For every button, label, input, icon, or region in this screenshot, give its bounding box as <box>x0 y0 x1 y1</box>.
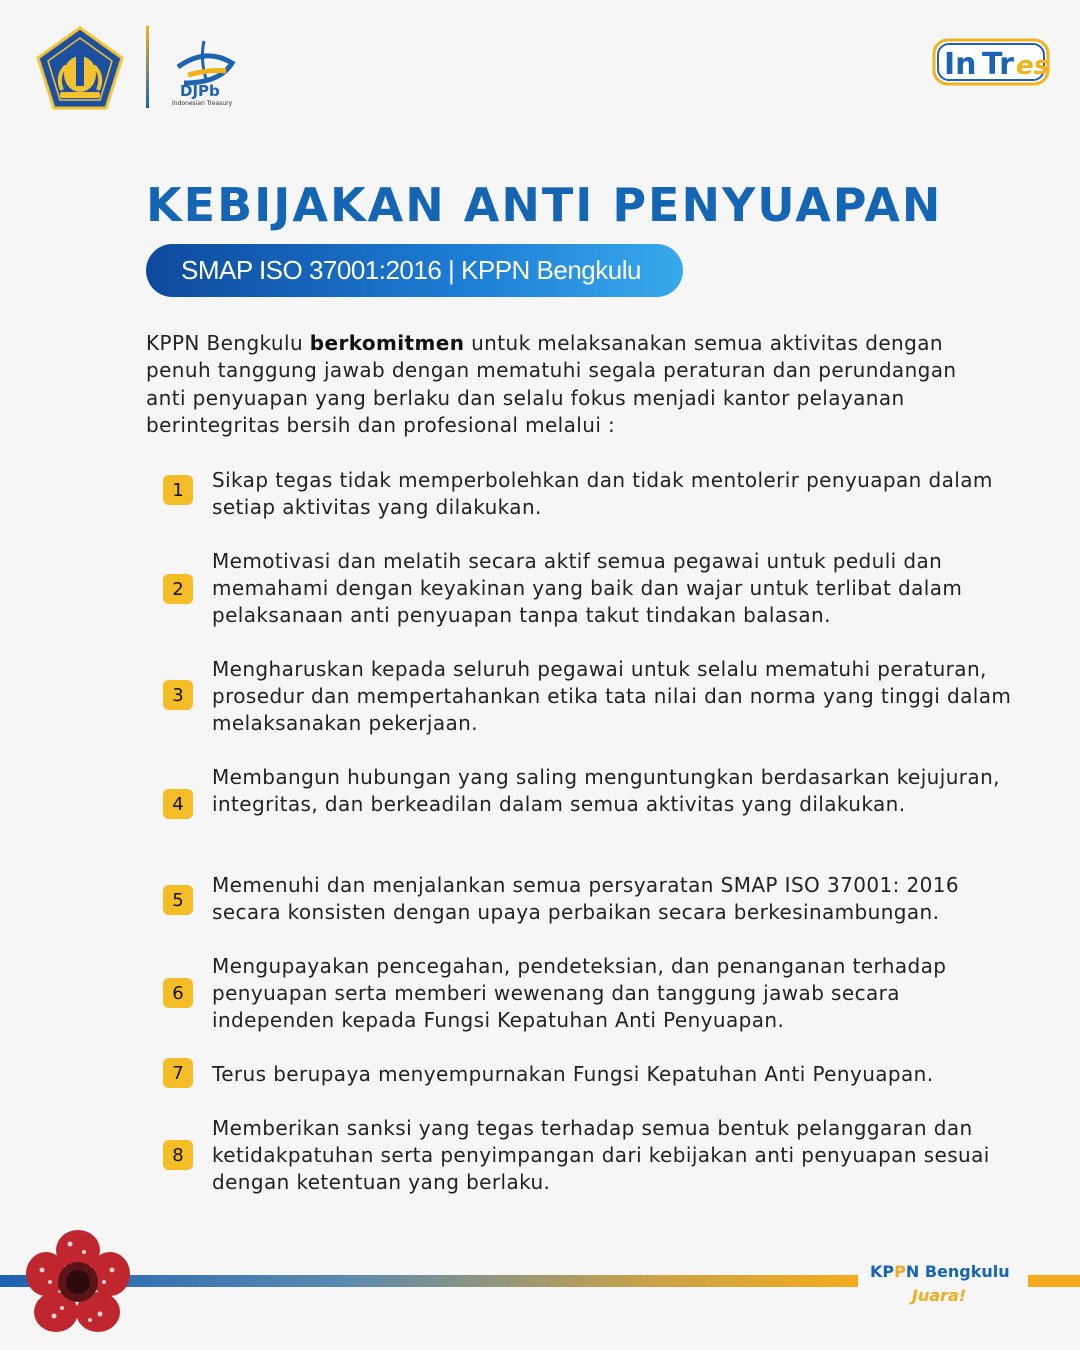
number-badge: 7 <box>163 1058 193 1088</box>
policy-text: Mengupayakan pencegahan, pendeteksian, dan penanganan terhadap penyuapan serta memberi wewenang dan tanggung jawab secara independen kepada Fungsi Kepatuhan Anti Penyuapan. <box>212 954 947 1033</box>
page-title: KEBIJAKAN ANTI PENYUAPAN <box>146 178 943 232</box>
number-badge: 3 <box>163 680 193 710</box>
number-badge: 5 <box>163 885 193 915</box>
intress-logo-icon <box>930 34 1052 90</box>
subtitle-text: SMAP ISO 37001:2016 | KPPN Bengkulu <box>181 255 641 285</box>
kemenkeu-logo-icon <box>36 26 124 110</box>
policy-text: Mengharuskan kepada seluruh pegawai untuk selalu mematuhi peraturan, prosedur dan mempertahankan etika tata nilai dan norma yang tinggi dalam melaksanakan pekerjaan. <box>212 657 1012 736</box>
intro-before: KPPN Bengkulu <box>146 331 310 355</box>
footer-tagline: Juara! <box>912 1286 967 1305</box>
number-badge: 8 <box>163 1140 193 1170</box>
number-badge: 4 <box>163 789 193 819</box>
footer-brand <box>870 1262 1010 1281</box>
djpb-subtitle: Indonesian Treasury <box>172 100 233 107</box>
footer-brand-c: N Bengkulu <box>905 1262 1010 1281</box>
footer-brand-a: KP <box>870 1262 895 1281</box>
footer-accent-bar <box>1028 1275 1080 1287</box>
intro-paragraph <box>146 330 996 439</box>
policy-text: Terus berupaya menyempurnakan Fungsi Kepatuhan Anti Penyuapan. <box>212 1062 934 1086</box>
number-badge: 1 <box>163 475 193 505</box>
footer-brand-b: P <box>894 1262 906 1281</box>
intro-after: untuk melaksanakan semua aktivitas dengan penuh tanggung jawab dengan mematuhi segala peraturan dan perundangan anti penyuapan yang berlaku dan selalu fokus menjadi kantor pelayanan berintegritas bersih dan profesional melalui : <box>146 331 957 437</box>
number-badge: 6 <box>163 978 193 1008</box>
intro-bold: berkomitmen <box>309 331 465 355</box>
policy-text: Sikap tegas tidak memperbolehkan dan tidak mentolerir penyuapan dalam setiap aktivitas yang dilakukan. <box>212 468 993 520</box>
svg-text:In: In <box>944 47 977 82</box>
djpb-label: DJPb <box>180 82 220 100</box>
logo-divider <box>146 26 149 108</box>
subtitle-pill <box>146 244 683 297</box>
number-badge: 2 <box>163 574 193 604</box>
svg-text:Tr: Tr <box>982 47 1014 82</box>
policy-text: Memberikan sanksi yang tegas terhadap semua bentuk pelanggaran dan ketidakpatuhan serta penyimpangan dari kebijakan anti penyuapan sesuai dengan ketentuan yang berlaku. <box>212 1116 990 1195</box>
policy-text: Memotivasi dan melatih secara aktif semua pegawai untuk peduli dan memahami dengan keyakinan yang baik dan wajar untuk terlibat dalam pelaksanaan anti penyuapan tanpa takut tindakan balasan. <box>212 549 963 628</box>
policy-text: Memenuhi dan menjalankan semua persyaratan SMAP ISO 37001: 2016 secara konsisten dengan upaya perbaikan secara berkesinambungan. <box>212 873 959 925</box>
svg-text:es: es <box>1016 51 1050 81</box>
rafflesia-flower-icon <box>26 1230 130 1334</box>
policy-text: Membangun hubungan yang saling menguntungkan berdasarkan kejujuran, integritas, dan berkeadilan dalam semua aktivitas yang dilakukan. <box>212 765 1000 817</box>
